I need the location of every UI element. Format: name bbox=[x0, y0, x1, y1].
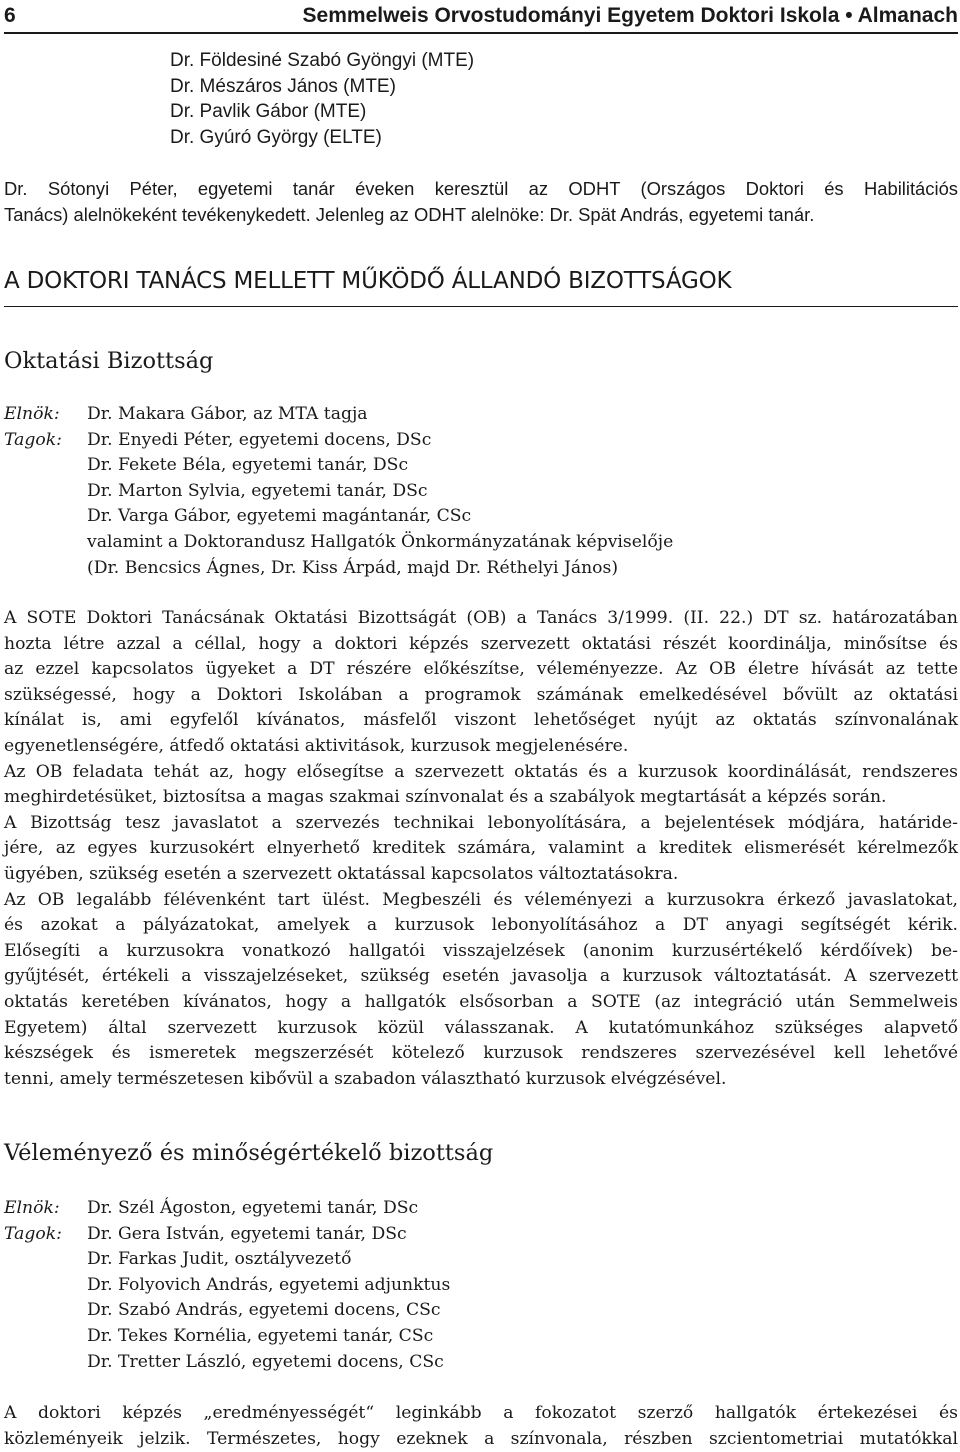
list-item: Dr. Földesiné Szabó Gyöngyi (MTE) bbox=[170, 50, 475, 71]
intro-paragraph bbox=[4, 176, 958, 227]
members-row bbox=[4, 428, 673, 454]
text-line: A Bizottság tesz javaslatot a szervezés technikai lebonyolítására, a bejelentések módjára, határide- bbox=[4, 812, 958, 833]
list-item: Dr. Gyúró György (ELTE) bbox=[170, 126, 382, 148]
text-line: Elősegíti a kurzusokra vonatkozó hallgatói visszajelzések (anonim kurzusértékelő kérdőívek) be- bbox=[4, 940, 958, 961]
text-line: és azokat a pályázatokat, amelyek a kurzusok lebonyolításához a DT anyagi segítségét kérik. bbox=[4, 915, 958, 936]
text-line: szükségessé, hogy a Doktori Iskolában a programok számának emelkedésével bővült az oktatási bbox=[4, 684, 958, 705]
text-line: egyenetlenségére, átfedő oktatási aktivitások, kurzusok megjelenésére. bbox=[4, 735, 629, 756]
text-line: oktatás keretében kívánatos, hogy a hallgatók elsősorban a SOTE (az integráció után Semmelweis bbox=[4, 991, 958, 1012]
member-name: Dr. Fekete Béla, egyetemi tanár, DSc bbox=[87, 455, 409, 476]
text-line: Tanács) alelnökeként tevékenykedett. Jelenleg az ODHT alelnöke: Dr. Spät András, egyetemi tanár. bbox=[4, 203, 815, 225]
member-name: (Dr. Bencsics Ágnes, Dr. Kiss Árpád, majd Dr. Réthelyi János) bbox=[87, 557, 619, 578]
member-name: Dr. Tekes Kornélia, egyetemi tanár, CSc bbox=[87, 1325, 434, 1346]
committee-title-oktatasi: Oktatási Bizottság bbox=[4, 348, 214, 374]
text-line: Az OB feladata tehát az, hogy elősegítse a szervezett oktatás és a kurzusok koordinálását, rendszeres bbox=[4, 761, 958, 782]
list-item: Dr. Mészáros János (MTE) bbox=[170, 75, 396, 97]
section-title: A DOKTORI TANÁCS MELLETT MŰKÖDŐ ÁLLANDÓ BIZOTTSÁGOK bbox=[4, 268, 958, 307]
members-label: Tagok: bbox=[4, 429, 62, 450]
text-line: tenni, amely természetesen kibővül a szabadon választható kurzusok elvégzésével. bbox=[4, 1068, 727, 1089]
text-line: hozta létre azzal a céllal, hogy a doktori képzés szervezett oktatási részét koordinálja, minősítse és bbox=[4, 633, 958, 654]
page-number: 6 bbox=[4, 4, 16, 27]
member-name: Dr. Gera István, egyetemi tanár, DSc bbox=[87, 1223, 407, 1244]
chair-label: Elnök: bbox=[4, 1198, 60, 1218]
text-line: Egyetem) által szervezett kurzusok közül válasszanak. A kutatómunkához szükséges alapvető bbox=[4, 1017, 958, 1038]
committee-roster-oktatasi bbox=[4, 402, 673, 581]
committee-roster-velemenyezo bbox=[4, 1196, 450, 1375]
text-line: az ezzel kapcsolatos ügyeket a DT részére előkészítse, véleményezze. Az OB életre hívását az tette bbox=[4, 659, 958, 680]
text-line: közleményeik jelzik. Természetes, hogy ezeknek a színvonala, részben szcientometriai mutatókkal bbox=[4, 1428, 958, 1449]
member-name: Dr. Farkas Judit, osztályvezető bbox=[87, 1249, 352, 1270]
committee-body-velemenyezo bbox=[4, 1401, 958, 1452]
member-name: Dr. Folyovich András, egyetemi adjunktus bbox=[87, 1274, 451, 1295]
text-line: A doktori képzés „eredményességét“ leginkább a fokozatot szerző hallgatók értekezései és bbox=[4, 1403, 958, 1423]
text-line: meghirdetésüket, biztosítsa a magas szakmai színvonalat és a szabályok megtartását a képzés során. bbox=[4, 787, 887, 808]
members-label: Tagok: bbox=[4, 1223, 62, 1244]
chair-row bbox=[4, 1196, 450, 1222]
chair-name: Dr. Szél Ágoston, egyetemi tanár, DSc bbox=[87, 1198, 419, 1218]
chair-label: Elnök: bbox=[4, 404, 60, 424]
intro-member-list bbox=[170, 48, 474, 150]
list-item: Dr. Pavlik Gábor (MTE) bbox=[170, 101, 367, 123]
text-line: Az OB legalább félévenként tart ülést. Megbeszéli és véleményezi a kurzusokra érkező javaslatokat, bbox=[4, 889, 958, 910]
committee-body-oktatasi bbox=[4, 606, 958, 1092]
member-name: Dr. Szabó András, egyetemi docens, CSc bbox=[87, 1300, 441, 1321]
member-name: Dr. Tretter László, egyetemi docens, CSc bbox=[87, 1351, 444, 1372]
member-name: Dr. Marton Sylvia, egyetemi tanár, DSc bbox=[87, 480, 428, 501]
text-line: jére, az egyes kurzusokért elnyerhető kreditek számára, valamint a kreditek elismerését kérelmezők bbox=[4, 838, 958, 859]
chair-row bbox=[4, 402, 673, 428]
chair-name: Dr. Makara Gábor, az MTA tagja bbox=[87, 404, 368, 424]
text-line: Dr. Sótonyi Péter, egyetemi tanár éveken keresztül az ODHT (Országos Doktori és Habilitációs bbox=[4, 178, 958, 199]
running-title: Semmelweis Orvostudományi Egyetem Doktori Iskola • Almanach bbox=[302, 4, 958, 27]
member-name: Dr. Enyedi Péter, egyetemi docens, DSc bbox=[87, 429, 432, 450]
member-name: Dr. Varga Gábor, egyetemi magántanár, CSc bbox=[87, 506, 472, 527]
running-header bbox=[4, 2, 958, 34]
text-line: gyűjtését, értékeli a visszajelzéseket, szükség esetén javasolja a kurzusok változtatását. A szervezett bbox=[4, 966, 958, 987]
text-line: készségek és ismeretek megszerzését kötelező kurzusok rendszeres szervezésével kell lehetővé bbox=[4, 1043, 958, 1064]
member-name: valamint a Doktorandusz Hallgatók Önkormányzatának képviselője bbox=[87, 531, 674, 552]
committee-title-velemenyezo: Véleményező és minőségértékelő bizottság bbox=[4, 1140, 494, 1166]
text-line: kínálat is, ami egyfelől kívánatos, másfelől viszont lehetőséget nyújt az oktatás színvonalának bbox=[4, 710, 958, 731]
text-line: A SOTE Doktori Tanácsának Oktatási Bizottságát (OB) a Tanács 3/1999. (II. 22.) DT sz. határozatában bbox=[4, 608, 958, 628]
members-row bbox=[4, 1222, 450, 1248]
text-line: ügyében, szükség esetén a szervezett oktatással kapcsolatos változtatásokra. bbox=[4, 863, 679, 884]
